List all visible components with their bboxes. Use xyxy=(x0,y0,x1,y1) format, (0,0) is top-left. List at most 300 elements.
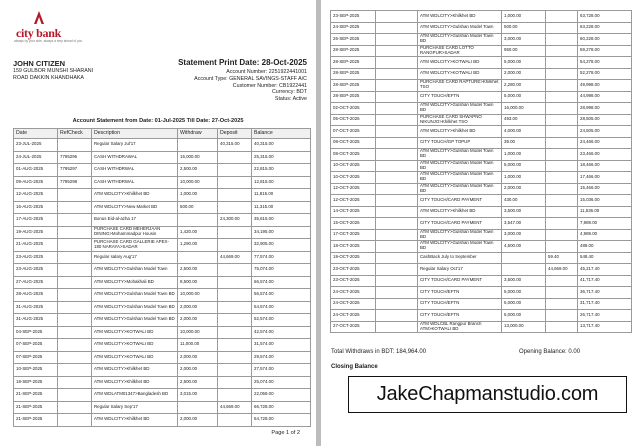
cell-deposit xyxy=(218,301,252,314)
cell-withdraw xyxy=(178,214,218,227)
cell-balance: 54,574.00 xyxy=(252,301,311,314)
cell-refcheck xyxy=(58,276,92,289)
cell-refcheck xyxy=(58,401,92,414)
cell-deposit xyxy=(546,160,578,172)
cell-refcheck xyxy=(376,103,418,115)
table-row xyxy=(14,401,311,414)
cell-deposit xyxy=(546,287,578,299)
cell-description: ATM WDLCITY>New Market BD xyxy=(92,201,178,214)
cell-date: 10-SEP-2025 xyxy=(14,364,58,377)
cell-deposit: 59.40 xyxy=(546,252,578,264)
cell-refcheck xyxy=(376,275,418,287)
cell-refcheck xyxy=(58,264,92,277)
cell-date: 04-SEP-2025 xyxy=(14,326,58,339)
cell-deposit xyxy=(218,151,252,164)
cell-description: CITY TOUCH/EFTN xyxy=(418,287,502,299)
cell-description: ATM WDLCITY>Gulshan Model Town xyxy=(92,264,178,277)
cell-description: ATM WDLCITY>Gulshan Model Town BD xyxy=(92,314,178,327)
cell-balance: 26,717.40 xyxy=(578,310,632,322)
cell-withdraw: 15,000.00 xyxy=(178,151,218,164)
cell-refcheck xyxy=(376,218,418,230)
cell-deposit xyxy=(218,276,252,289)
cell-date: 07-SEP-2025 xyxy=(14,339,58,352)
cell-date: 12-OCT-2025 xyxy=(331,195,376,207)
cell-refcheck xyxy=(58,301,92,314)
cell-deposit xyxy=(218,376,252,389)
cell-date: 23-OCT-2025 xyxy=(331,275,376,287)
table-row xyxy=(331,126,632,138)
cell-date: 26-SEP-2025 xyxy=(331,34,376,46)
cell-description: Bonus Eid-al-azha 17 xyxy=(92,214,178,227)
cell-deposit xyxy=(546,172,578,184)
cell-deposit xyxy=(546,310,578,322)
cell-deposit xyxy=(546,11,578,23)
cell-balance: 49,998.00 xyxy=(578,80,632,92)
cell-withdraw: 1,000.00 xyxy=(502,172,546,184)
table-row xyxy=(14,201,311,214)
cell-balance: 23,466.00 xyxy=(578,149,632,161)
table-row xyxy=(331,275,632,287)
cell-deposit: 44,669.00 xyxy=(218,251,252,264)
cell-withdraw: 1,420.00 xyxy=(178,226,218,239)
table-row xyxy=(14,226,311,239)
cell-description: PURCHASE CARD LOTTO RANGPUR>SADAR xyxy=(418,45,502,57)
cell-date: 24-OCT-2025 xyxy=(331,298,376,310)
cell-deposit xyxy=(546,275,578,287)
cell-deposit xyxy=(218,201,252,214)
cell-date: 31-AUG-2025 xyxy=(14,314,58,327)
cell-deposit xyxy=(218,289,252,302)
cell-balance: 15,036.00 xyxy=(578,195,632,207)
cell-description: ATM WDLCITY>Khilkhet BD xyxy=(92,376,178,389)
cell-refcheck xyxy=(58,289,92,302)
cell-date: 05-OCT-2025 xyxy=(331,114,376,126)
cell-refcheck xyxy=(376,80,418,92)
cell-date: 12-AUG-2025 xyxy=(14,189,58,202)
cell-date: 18-OCT-2025 xyxy=(331,241,376,253)
cell-description: PURCHASE CARD SHWAPNO NIKUNJO>Khilkhet TSO xyxy=(418,114,502,126)
cell-date: 17-OCT-2025 xyxy=(331,229,376,241)
cell-withdraw: 3,547.00 xyxy=(502,218,546,230)
cell-refcheck xyxy=(58,376,92,389)
cell-withdraw: 950.00 xyxy=(502,45,546,57)
cell-description: ATM WDLCITY>Gulshan Model Town BD xyxy=(418,241,502,253)
statement-title: Account Statement from Date: 01-Jul-2025 Till Date: 27-Oct-2025 xyxy=(72,118,244,124)
cell-withdraw: 39.00 xyxy=(502,137,546,149)
cell-date: 07-OCT-2025 xyxy=(331,126,376,138)
cell-balance: 41,717.40 xyxy=(578,275,632,287)
cell-date: 28-SEP-2025 xyxy=(331,68,376,80)
table-row xyxy=(331,103,632,115)
cell-description: ATM WDLCITY>KOTWALI BD xyxy=(418,57,502,69)
cell-withdraw xyxy=(502,264,546,276)
cell-balance: 36,717.40 xyxy=(578,287,632,299)
cell-description: ATM WDLCITY>Gulshan Model Town BD xyxy=(92,301,178,314)
cell-withdraw: 2,500.00 xyxy=(178,164,218,177)
cell-date: 17-AUG-2025 xyxy=(14,214,58,227)
cell-deposit xyxy=(218,189,252,202)
cell-deposit xyxy=(546,126,578,138)
table-row xyxy=(331,91,632,103)
cell-deposit xyxy=(546,195,578,207)
table-row xyxy=(331,45,632,57)
opening-balance: Opening Balance: 0.00 xyxy=(519,349,581,355)
cell-description: ATM WDLCITY>KOTWALI BD xyxy=(92,326,178,339)
table-row xyxy=(331,68,632,80)
cell-date: 10-OCT-2025 xyxy=(331,160,376,172)
cell-withdraw: 5,000.00 xyxy=(502,287,546,299)
cell-description: CASH WITHDRWAL xyxy=(92,176,178,189)
cell-deposit xyxy=(546,91,578,103)
cell-date: 08-OCT-2025 xyxy=(331,149,376,161)
cell-deposit xyxy=(218,314,252,327)
cell-balance: 52,574.00 xyxy=(252,314,311,327)
cell-refcheck xyxy=(376,68,418,80)
cell-balance: 56,574.00 xyxy=(252,289,311,302)
cell-date: 14-OCT-2025 xyxy=(331,206,376,218)
cell-deposit xyxy=(546,206,578,218)
cell-description: ATM WDLCITY>Gulshan Model Town BD xyxy=(418,183,502,195)
cell-deposit xyxy=(546,137,578,149)
cell-balance: 18,466.00 xyxy=(578,160,632,172)
cell-refcheck xyxy=(376,22,418,34)
cell-withdraw: 2,000.00 xyxy=(502,68,546,80)
cell-deposit xyxy=(218,176,252,189)
cell-refcheck xyxy=(376,57,418,69)
cell-refcheck xyxy=(376,126,418,138)
cell-balance: 52,278.00 xyxy=(578,68,632,80)
table-row xyxy=(331,172,632,184)
cell-refcheck xyxy=(376,91,418,103)
table-row xyxy=(331,160,632,172)
cell-description: CITY TOUCH/CARD PAYMENT xyxy=(418,195,502,207)
cell-deposit: 40,315.00 xyxy=(218,139,252,152)
cell-description: CashBack July to September xyxy=(418,252,502,264)
cell-deposit xyxy=(546,68,578,80)
table-row xyxy=(331,22,632,34)
cell-date: 09-AUG-2025 xyxy=(14,176,58,189)
cell-withdraw: 1,000.00 xyxy=(502,149,546,161)
address-line-1: 159 GULBOR MUNSHI SHARANI xyxy=(13,68,94,74)
cell-refcheck xyxy=(376,206,418,218)
cell-date: 15-OCT-2025 xyxy=(331,218,376,230)
cell-date: 19-OCT-2025 xyxy=(331,252,376,264)
table-row xyxy=(331,241,632,253)
cell-withdraw: 3,015.00 xyxy=(178,389,218,402)
cell-description: ATM WDLCITY>Gulshan Model Town BD xyxy=(418,160,502,172)
cell-balance: 31,717.40 xyxy=(578,298,632,310)
watermark-text: JakeChapmanstudio.com xyxy=(376,383,599,405)
table-row xyxy=(14,151,311,164)
address-line-2: ROAD DAKKIN KHANDHAKA xyxy=(13,74,84,81)
cell-description: CITY TOUCH/EFTN xyxy=(418,310,502,322)
cell-deposit: 24,300.00 xyxy=(218,214,252,227)
cell-refcheck xyxy=(58,251,92,264)
table-row xyxy=(14,301,311,314)
bank-tagline: always by your side, always a step ahead of you xyxy=(14,39,83,43)
closing-balance: Closing Balance xyxy=(331,364,378,370)
cell-deposit xyxy=(546,57,578,69)
table-row xyxy=(331,252,632,264)
cell-date: 24-OCT-2025 xyxy=(331,287,376,299)
cell-date: 31-AUG-2025 xyxy=(14,301,58,314)
cell-description: PURCHASE CARD MEHERJAAN DINING>Mohammadpur Housin xyxy=(92,226,178,239)
cell-date: 08-OCT-2025 xyxy=(331,137,376,149)
col-deposit: Deposit xyxy=(218,129,252,139)
cell-refcheck xyxy=(58,226,92,239)
cell-date: 12-OCT-2025 xyxy=(331,183,376,195)
cell-date: 28-SEP-2025 xyxy=(331,57,376,69)
table-row xyxy=(14,164,311,177)
cell-date: 24-SEP-2025 xyxy=(331,22,376,34)
cell-date: 16-AUG-2025 xyxy=(14,201,58,214)
cell-withdraw: 1,290.00 xyxy=(178,239,218,252)
cell-withdraw: 493.00 xyxy=(502,114,546,126)
table-row xyxy=(331,34,632,46)
table-row xyxy=(331,183,632,195)
cell-deposit xyxy=(218,164,252,177)
cell-withdraw: 4,500.00 xyxy=(502,241,546,253)
cell-withdraw: 3,500.00 xyxy=(502,275,546,287)
cell-date: 23-AUG-2025 xyxy=(14,264,58,277)
cell-refcheck xyxy=(376,160,418,172)
cell-date: 28-AUG-2025 xyxy=(14,289,58,302)
cell-withdraw: 16,000.00 xyxy=(502,103,546,115)
cell-refcheck xyxy=(58,326,92,339)
cell-description: ATM WDLCITY>KOTWALI BD xyxy=(92,351,178,364)
cell-description: CITY TOUCH/EFTN xyxy=(418,91,502,103)
cell-balance: 4,989.00 xyxy=(578,229,632,241)
account-status: Status: Active xyxy=(274,96,307,103)
cell-withdraw: 2,000.00 xyxy=(178,314,218,327)
table-row xyxy=(14,289,311,302)
cell-balance: 12,815.00 xyxy=(252,176,311,189)
cell-date: 23-SEP-2025 xyxy=(331,11,376,23)
cell-description: ATM WDLCITY>Gulshan Model Town BD xyxy=(418,229,502,241)
cell-balance: 22,059.00 xyxy=(252,389,311,402)
transactions-table-page-2 xyxy=(330,10,632,333)
cell-withdraw: 4,000.00 xyxy=(502,126,546,138)
cell-date: 07-SEP-2025 xyxy=(14,351,58,364)
cell-balance: 45,217.40 xyxy=(578,264,632,276)
cell-date: 21-SEP-2025 xyxy=(14,414,58,427)
table-row xyxy=(14,389,311,402)
cell-description: Regular Salary Oct'17 xyxy=(418,264,502,276)
customer-number: Customer Number: CB1922441 xyxy=(232,82,307,89)
cell-withdraw: 8,500.00 xyxy=(178,276,218,289)
table-row xyxy=(331,80,632,92)
col-refcheck: RefCheck xyxy=(58,129,92,139)
print-date: Statement Print Date: 28-Oct-2025 xyxy=(178,58,307,67)
cell-balance: 64,728.00 xyxy=(252,414,311,427)
cell-deposit xyxy=(546,45,578,57)
cell-deposit xyxy=(218,351,252,364)
cell-refcheck xyxy=(58,139,92,152)
cell-refcheck xyxy=(376,287,418,299)
bank-logo xyxy=(14,9,84,43)
table-row xyxy=(331,114,632,126)
col-balance: Balance xyxy=(252,129,311,139)
table-row xyxy=(331,218,632,230)
table-row xyxy=(331,310,632,322)
cell-deposit xyxy=(218,389,252,402)
cell-withdraw: 500.00 xyxy=(502,22,546,34)
table-row xyxy=(331,137,632,149)
cell-withdraw xyxy=(502,252,546,264)
cell-withdraw xyxy=(178,139,218,152)
cell-refcheck xyxy=(58,364,92,377)
cell-withdraw: 10,000.00 xyxy=(178,176,218,189)
cell-balance: 75,074.00 xyxy=(252,264,311,277)
cell-refcheck xyxy=(376,137,418,149)
table-row xyxy=(14,326,311,339)
cell-refcheck: 7795298 xyxy=(58,176,92,189)
cell-balance: 28,998.00 xyxy=(578,103,632,115)
cell-date: 21-AUG-2025 xyxy=(14,239,58,252)
cell-balance: 548.40 xyxy=(578,252,632,264)
cell-refcheck xyxy=(58,201,92,214)
cell-balance: 59,278.00 xyxy=(578,45,632,57)
cell-refcheck xyxy=(376,149,418,161)
table-row xyxy=(14,214,311,227)
cell-balance: 35,615.00 xyxy=(252,214,311,227)
cell-description: ATM WDLCITY>Gulshan Model Town BD xyxy=(418,34,502,46)
total-withdraws: Total Withdraws in BDT: 184,964.00 xyxy=(331,349,427,355)
account-info xyxy=(117,69,307,103)
cell-withdraw: 11,000.00 xyxy=(178,339,218,352)
table-row xyxy=(331,321,632,333)
cell-description: ATM WDLCITY>KOTWALI BD xyxy=(418,68,502,80)
cell-deposit xyxy=(218,339,252,352)
cell-description: Regular Salary Sep'17 xyxy=(92,401,178,414)
cell-refcheck xyxy=(376,195,418,207)
cell-date: 21-SEP-2025 xyxy=(14,401,58,414)
cell-deposit xyxy=(546,149,578,161)
cell-date: 27-AUG-2025 xyxy=(14,276,58,289)
cell-deposit xyxy=(546,22,578,34)
cell-withdraw: 2,000.00 xyxy=(178,414,218,427)
cell-balance: 28,505.00 xyxy=(578,114,632,126)
cell-description: PURCHASE CARD RAPTURE>Khilkhet TSO xyxy=(418,80,502,92)
cell-balance: 60,228.00 xyxy=(578,34,632,46)
cell-balance: 63,728.00 xyxy=(578,11,632,23)
cell-description: CITY TOUCH/CARD PAYMENT xyxy=(418,218,502,230)
cell-description: ATM WDLCITY>Gulshan Model Town xyxy=(418,22,502,34)
cell-date: 02-OCT-2025 xyxy=(331,103,376,115)
cell-description: ATM WDLCITY>KOTWALI BD xyxy=(92,339,178,352)
cell-refcheck xyxy=(58,314,92,327)
cell-refcheck xyxy=(376,229,418,241)
cell-deposit xyxy=(218,414,252,427)
cell-withdraw: 2,500.00 xyxy=(178,376,218,389)
cell-balance: 22,815.00 xyxy=(252,164,311,177)
cell-refcheck xyxy=(376,11,418,23)
cell-date: 23-JUL-2025 xyxy=(14,139,58,152)
table-row xyxy=(14,239,311,252)
cell-withdraw: 5,000.00 xyxy=(502,310,546,322)
cell-balance: 34,195.00 xyxy=(252,226,311,239)
cell-refcheck xyxy=(376,241,418,253)
cell-description: CITY TOUCH/GP TOPUP xyxy=(418,137,502,149)
cell-balance: 25,074.00 xyxy=(252,376,311,389)
cell-withdraw: 3,000.00 xyxy=(502,34,546,46)
cell-withdraw xyxy=(178,401,218,414)
table-row xyxy=(14,264,311,277)
account-type: Account Type: GENERAL SAVINGS-STAFF A/C xyxy=(194,75,307,82)
table-row xyxy=(14,176,311,189)
table-row xyxy=(14,276,311,289)
cell-deposit xyxy=(546,229,578,241)
cell-balance: 42,574.00 xyxy=(252,326,311,339)
table-row xyxy=(14,414,311,427)
cell-balance: 24,505.00 xyxy=(578,126,632,138)
cell-description: ATM WDLCITY>Gulshan Model Town BD xyxy=(418,149,502,161)
cell-description: ATM WDLCITY>Khilkhet BD xyxy=(418,126,502,138)
cell-withdraw: 2,000.00 xyxy=(178,364,218,377)
cell-deposit: 44,669.00 xyxy=(546,264,578,276)
cell-balance: 27,574.00 xyxy=(252,364,311,377)
cell-balance: 24,466.00 xyxy=(578,137,632,149)
cell-date: 27-OCT-2025 xyxy=(331,321,376,333)
customer-name: JOHN CITIZEN xyxy=(13,59,66,68)
cell-refcheck xyxy=(376,114,418,126)
cell-date: 18-SEP-2025 xyxy=(14,376,58,389)
cell-balance: 63,228.00 xyxy=(578,22,632,34)
cell-deposit xyxy=(218,226,252,239)
cell-balance: 7,989.00 xyxy=(578,218,632,230)
cell-withdraw: 5,000.00 xyxy=(502,57,546,69)
cell-deposit xyxy=(546,183,578,195)
cell-refcheck xyxy=(376,183,418,195)
table-row xyxy=(331,287,632,299)
currency: Currency: BDT xyxy=(271,89,307,96)
cell-refcheck xyxy=(376,321,418,333)
table-row xyxy=(331,57,632,69)
cell-description: CASH WITHDRWAL xyxy=(92,164,178,177)
table-row xyxy=(14,339,311,352)
cell-balance: 17,466.00 xyxy=(578,172,632,184)
table-row xyxy=(14,314,311,327)
cell-description: ATM WDLCITY>Gulshan Model Town BD xyxy=(418,172,502,184)
account-number: Account Number: 2251922441001 xyxy=(226,69,307,75)
cell-balance: 31,574.00 xyxy=(252,339,311,352)
col-withdraw: Withdraw xyxy=(178,129,218,139)
cell-withdraw: 1,000.00 xyxy=(178,189,218,202)
cell-balance: 15,466.00 xyxy=(578,183,632,195)
cell-date: 21-SEP-2025 xyxy=(14,389,58,402)
cell-description: ATM WDLCITY>Khilkhet BD xyxy=(92,414,178,427)
cell-refcheck xyxy=(58,214,92,227)
cell-withdraw: 2,000.00 xyxy=(178,301,218,314)
cell-withdraw: 5,000.00 xyxy=(502,298,546,310)
cell-withdraw: 13,000.00 xyxy=(502,321,546,333)
cell-withdraw xyxy=(178,251,218,264)
cell-deposit xyxy=(218,264,252,277)
cell-refcheck xyxy=(58,339,92,352)
statement-page-1 xyxy=(0,0,316,446)
table-row xyxy=(14,251,311,264)
cell-date: 01-AUG-2025 xyxy=(14,164,58,177)
cell-refcheck: 7795296 xyxy=(58,151,92,164)
table-row xyxy=(331,195,632,207)
cell-description: CASH WITHDRAWAL xyxy=(92,151,178,164)
cell-deposit xyxy=(546,80,578,92)
cell-deposit xyxy=(546,298,578,310)
table-row xyxy=(14,139,311,152)
cell-deposit xyxy=(546,114,578,126)
cell-description: ATM WDLCITY>Gulshan Model Town BD xyxy=(418,103,502,115)
bank-logo-icon xyxy=(31,9,47,25)
